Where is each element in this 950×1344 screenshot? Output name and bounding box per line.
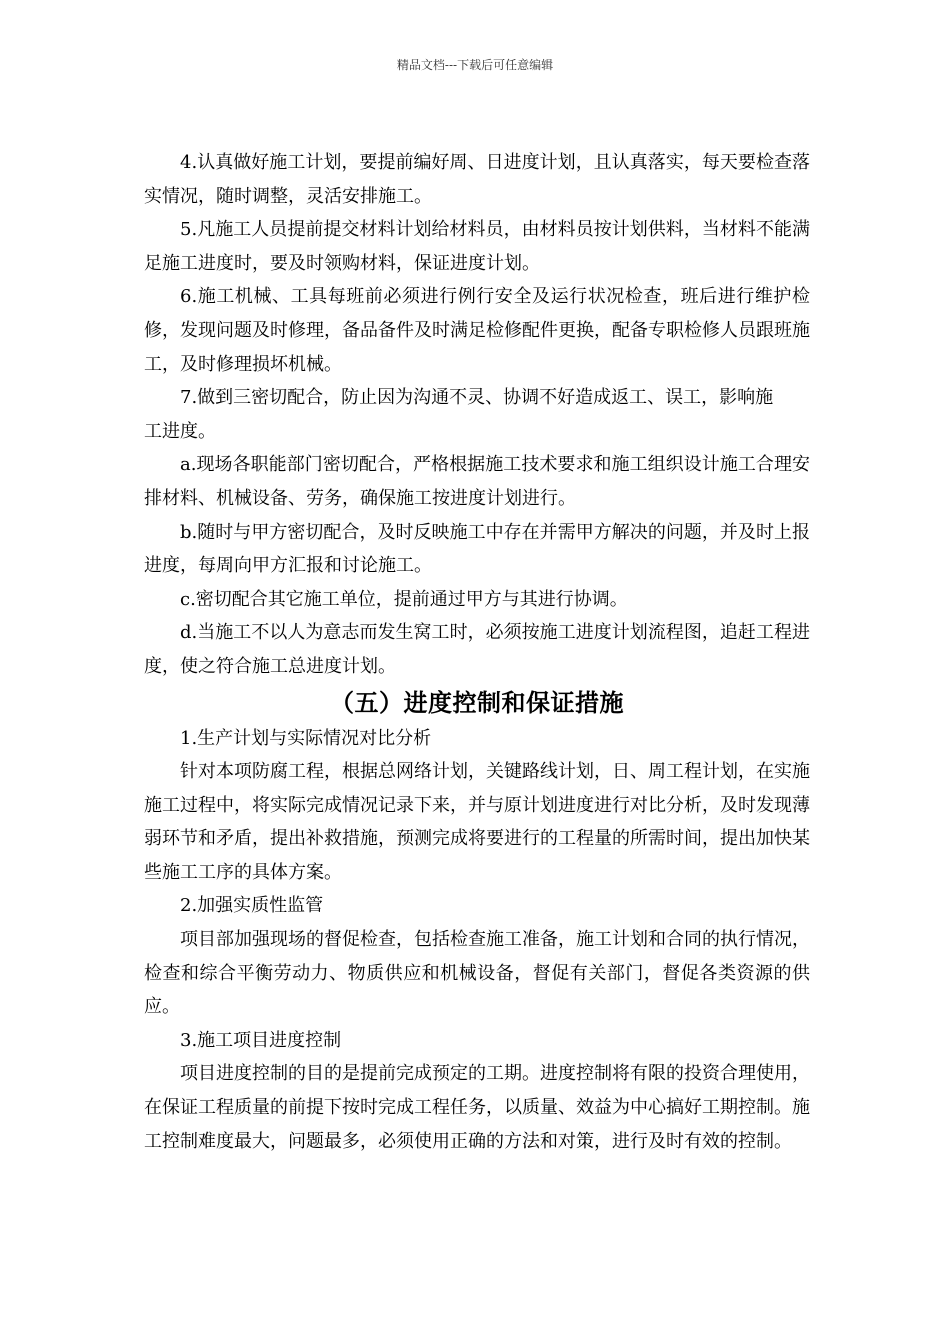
paragraph-item-4: 4.认真做好施工计划，要提前编好周、日进度计划，且认真落实，每天要检查落实情况，随时调整，灵活安排施工。 (144, 152, 810, 207)
paragraph-item-6: 6.施工机械、工具每班前必须进行例行安全及运行状况检查，班后进行维护检修，发现问题及时修理，备品备件及时满足检修配件更换，配备专职检修人员跟班施工，及时修理损坏机械。 (144, 286, 810, 375)
paragraph-item-c: c.密切配合其它施工单位，提前通过甲方与其进行协调。 (180, 588, 628, 610)
paragraph-item-d: d.当施工不以人为意志而发生窝工时，必须按施工进度计划流程图，追赶工程进度，使之符合施工总进度计划。 (144, 622, 810, 677)
section-paragraph-1: 针对本项防腐工程，根据总网络计划，关键路线计划，日、周工程计划，在实施施工过程中，将实际完成情况记录下来，并与原计划进度进行对比分析，及时发现薄弱环节和矛盾，提出补救措施，预测完成将要进行的工程量的所需时间，提出加快某些施工工序的具体方案。 (144, 761, 810, 883)
paragraph-item-a: a.现场各职能部门密切配合，严格根据施工技术要求和施工组织设计施工合理安排材料、机械设备、劳务，确保施工按进度计划进行。 (144, 454, 810, 509)
page-header: 精品文档---下载后可任意编辑 (396, 58, 554, 72)
section-paragraph-3: 项目进度控制的目的是提前完成预定的工期。进度控制将有限的投资合理使用，在保证工程质量的前提下按时完成工程任务，以质量、效益为中心搞好工期控制。施工控制难度最大，问题最多，必须使用正确的方法和对策，进行及时有效的控制。 (144, 1063, 810, 1152)
document-body (144, 146, 810, 1158)
paragraph-item-7: 7.做到三密切配合，防止因为沟通不灵、协调不好造成返工、误工，影响施 (180, 387, 774, 409)
subheading-2: 2.加强实质性监管 (180, 895, 324, 917)
paragraph-item-7-continued: 工进度。 (144, 420, 216, 442)
paragraph-item-b: b.随时与甲方密切配合，及时反映施工中存在并需甲方解决的问题，并及时上报进度，每周向甲方汇报和讨论施工。 (144, 521, 810, 577)
paragraph-item-5: 5.凡施工人员提前提交材料计划给材料员，由材料员按计划供料，当材料不能满足施工进度时，要及时领购材料，保证进度计划。 (144, 219, 810, 274)
section-heading: （五）进度控制和保证措施 (330, 687, 624, 717)
section-paragraph-2: 项目部加强现场的督促检查，包括检查施工准备，施工计划和合同的执行情况，检查和综合平衡劳动力、物质供应和机械设备，督促有关部门，督促各类资源的供应。 (144, 929, 810, 1018)
subheading-1: 1.生产计划与实际情况对比分析 (180, 727, 432, 749)
subheading-3: 3.施工项目进度控制 (180, 1029, 342, 1051)
